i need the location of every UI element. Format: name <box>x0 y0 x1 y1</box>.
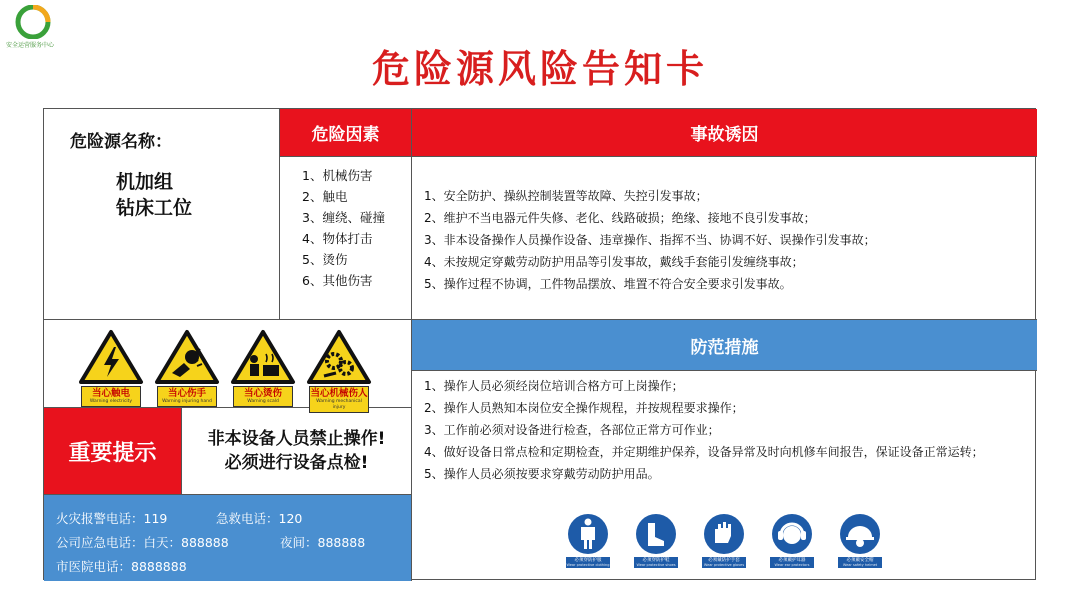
preventive-measures-list <box>424 375 1025 485</box>
list-item: 5、操作过程不协调，工件物品摆放、堆置不符合安全要求引发事故。 <box>424 277 792 291</box>
emergency-day-phone: 公司应急电话：白天：888888 <box>56 535 229 550</box>
risk-factors-header: 危险因素 <box>280 109 411 156</box>
safety-helmet-icon <box>839 513 881 555</box>
warning-sign <box>230 329 296 407</box>
fire-phone: 火灾报警电话：119 <box>56 511 168 526</box>
hazard-source-label: 危险源名称： <box>70 132 172 152</box>
warning-signs <box>78 329 398 410</box>
ppe-label: 必须戴安全帽 Wear safety helmet <box>838 557 882 568</box>
accident-causes-cell <box>412 156 1037 319</box>
sign-label: 当心伤手 Warning injuring hand <box>157 386 217 407</box>
protective-shoes-icon <box>635 513 677 555</box>
hazard-source-cell <box>44 109 279 319</box>
hand-injury-warning-icon <box>154 329 220 385</box>
ppe-label: 必须戴防护手套 Wear protective gloves <box>703 558 745 567</box>
protective-clothing-icon <box>567 513 609 555</box>
ppe-sign <box>838 513 882 573</box>
ppe-label: 必须穿防护服 Wear protective clothing <box>566 558 610 567</box>
list-item: 6、其他伤害 <box>302 273 373 288</box>
ppe-label: 必须穿防护鞋 Wear protective shoes <box>634 557 678 568</box>
warning-sign <box>78 329 144 407</box>
list-item: 1、机械伤害 <box>302 168 373 183</box>
risk-factors-list <box>302 165 411 291</box>
notice-line2: 必须进行设备点检! <box>224 453 369 473</box>
preventive-measures-header: 防范措施 <box>412 320 1037 370</box>
list-item: 4、做好设备日常点检和定期检查，并定期维护保养，设备异常及时向机修车间报告，保证设备正常运转； <box>424 445 984 459</box>
emergency-night-phone: 夜间：888888 <box>280 535 366 550</box>
sign-label: 当心机械伤人 Warning mechanical injury <box>309 386 369 413</box>
ppe-signs <box>566 513 896 573</box>
warning-sign <box>306 329 372 410</box>
list-item: 2、维护不当电器元件失修、老化、线路破损；绝缘、接地不良引发事故； <box>424 211 816 225</box>
list-item: 5、操作人员必须按要求穿戴劳动防护用品。 <box>424 467 660 481</box>
ppe-sign <box>770 513 814 573</box>
logo-mark-icon <box>12 5 54 39</box>
list-item: 3、非本设备操作人员操作设备、违章操作、指挥不当、协调不好、误操作引发事故； <box>424 233 876 247</box>
ear-protectors-icon <box>771 513 813 555</box>
ppe-sign <box>702 513 746 573</box>
important-notice-text <box>182 408 411 494</box>
hazard-source-line1: 机加组 <box>116 171 174 193</box>
ppe-label: 必须戴护耳器 Wear ear protectors <box>770 557 814 568</box>
risk-card <box>43 108 1036 580</box>
logo-caption: 安全运营服务中心 <box>6 42 55 49</box>
warning-sign <box>154 329 220 407</box>
electric-shock-warning-icon <box>78 329 144 385</box>
accident-causes-list <box>424 185 1037 295</box>
ppe-sign <box>566 513 610 573</box>
protective-gloves-icon <box>703 513 745 555</box>
page-title: 危险源风险告知卡 <box>371 47 708 91</box>
important-notice-label: 重要提示 <box>44 408 181 494</box>
scald-warning-icon <box>230 329 296 385</box>
accident-causes-header: 事故诱因 <box>412 109 1037 156</box>
sign-label: 当心烫伤 Warning scald <box>233 386 293 407</box>
emergency-contacts <box>44 495 411 581</box>
list-item: 1、操作人员必须经岗位培训合格方可上岗操作； <box>424 379 684 393</box>
list-item: 3、工作前必须对设备进行检查，各部位正常方可作业； <box>424 423 720 437</box>
list-item: 4、未按规定穿戴劳动防护用品等引发事故，戴线手套能引发缠绕事故； <box>424 255 804 269</box>
hazard-source-line2: 钻床工位 <box>116 197 193 219</box>
sign-label: 当心触电 Warning electricity <box>81 386 141 407</box>
list-item: 5、烫伤 <box>302 252 348 267</box>
list-item: 2、操作人员熟知本岗位安全操作规程，并按规程要求操作； <box>424 401 744 415</box>
hospital-phone: 市医院电话：8888888 <box>56 559 187 574</box>
notice-line1: 非本设备人员禁止操作! <box>207 429 386 449</box>
mechanical-injury-warning-icon <box>306 329 372 385</box>
risk-factors-cell <box>280 156 411 319</box>
ppe-sign <box>634 513 678 573</box>
list-item: 3、缠绕、碰撞 <box>302 210 385 225</box>
list-item: 4、物体打击 <box>302 231 373 246</box>
ambulance-phone: 急救电话：120 <box>216 511 303 526</box>
list-item: 1、安全防护、操纵控制装置等故障、失控引发事故； <box>424 189 708 203</box>
list-item: 2、触电 <box>302 189 348 204</box>
hazard-source-name <box>116 169 192 221</box>
